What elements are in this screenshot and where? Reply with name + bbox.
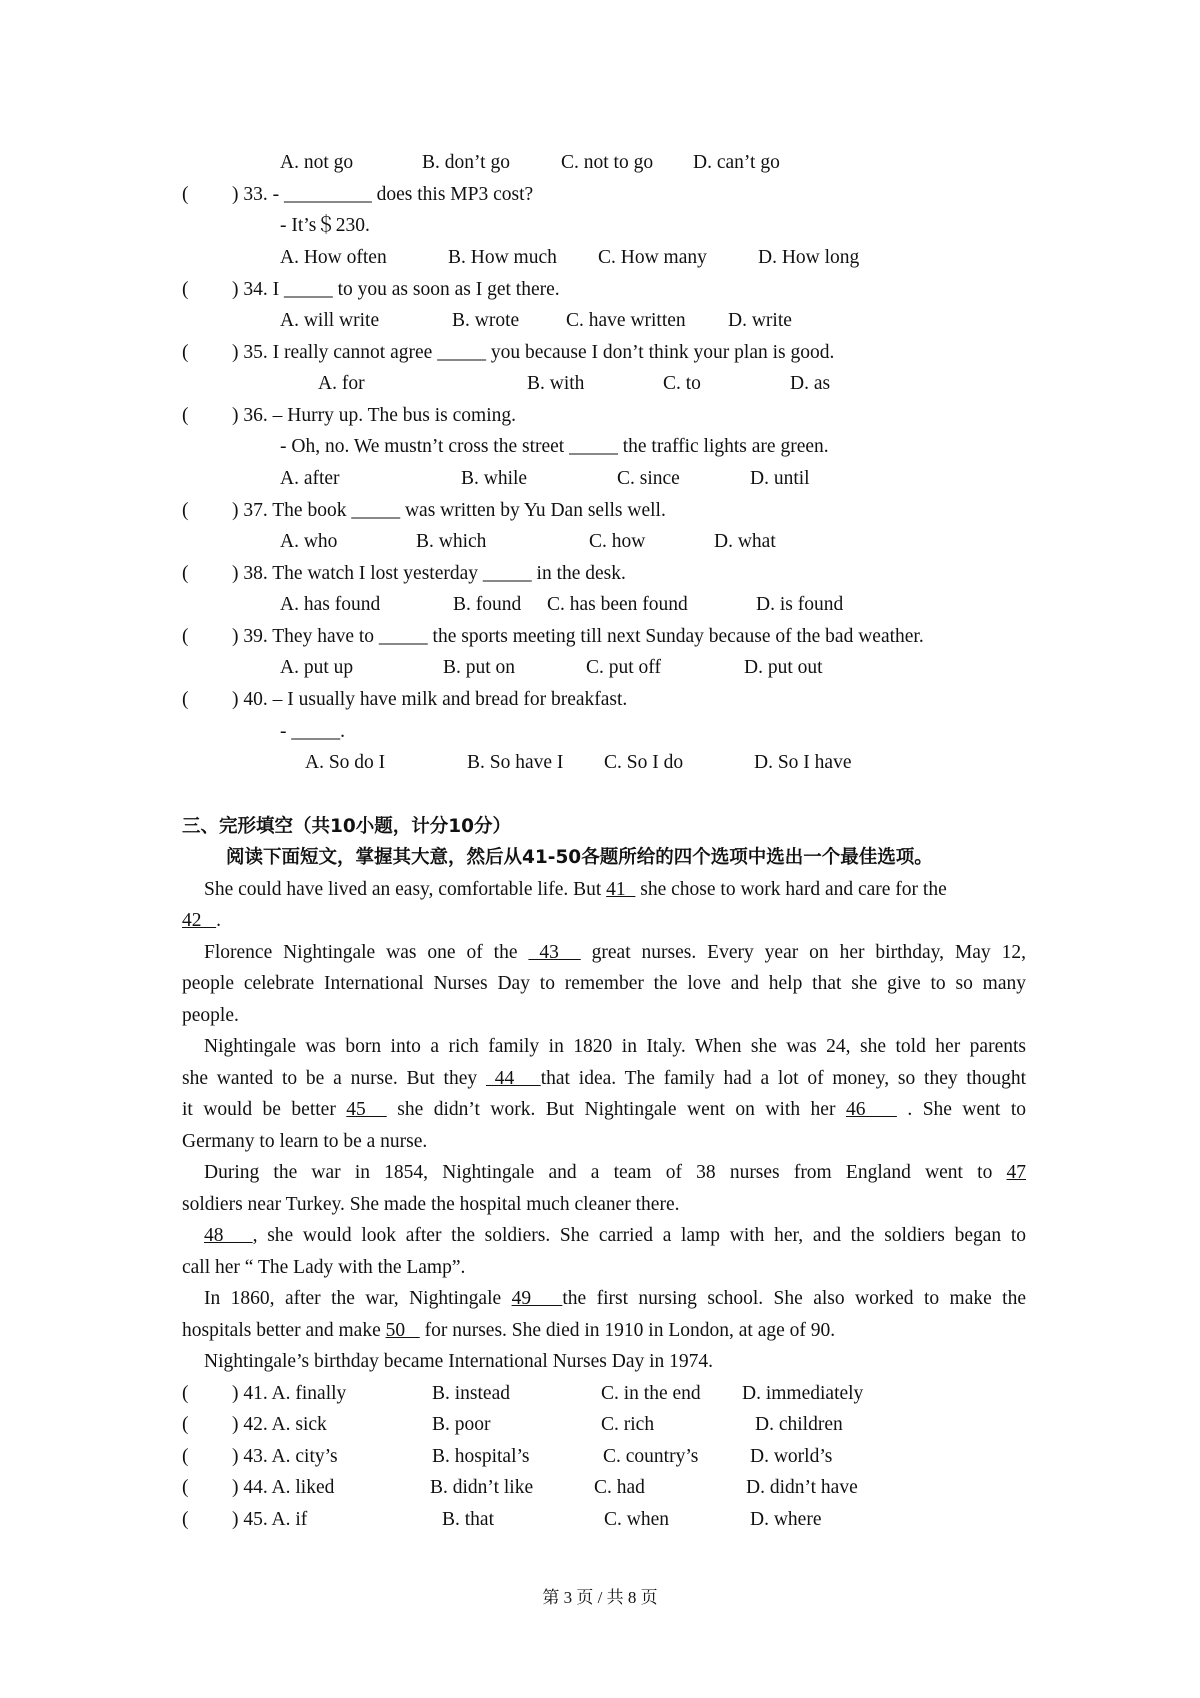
option-c: C. had [594,1477,645,1498]
passage-line: 48 , she would look after the soldiers. She carried a lamp with her, and the soldiers began to [204,1225,1027,1246]
blank-50: 50 [385,1320,420,1341]
question-stem: ) 37. The book _____ was written by Yu Dan sells well. [232,500,666,521]
option-c: C. put off [586,657,661,678]
passage-line: hospitals better and make 50 for nurses. She died in 1910 in London, at age of 90. [182,1320,836,1341]
option-b: B. put on [443,657,516,678]
blank-48: 48 [204,1225,253,1246]
option-d: D. didn’t have [746,1477,858,1498]
option-a: A. for [318,373,365,394]
passage-line: In 1860, after the war, Nightingale 49 the first nursing school. She also worked to make the [204,1288,1027,1309]
blank-49: 49 [511,1288,563,1309]
option-b: B. hospital’s [432,1446,530,1467]
question-stem: ) 40. – I usually have milk and bread for breakfast. [232,689,628,710]
question-stem: ) 45. A. if [232,1509,308,1530]
option-b: B. So have I [467,752,564,773]
blank-41: 41 [606,879,636,900]
option-d: D. immediately [742,1383,864,1404]
answer-paren: ( [182,1509,189,1530]
option-a: A. who [280,531,338,552]
answer-paren: ( [182,626,189,647]
option-d: D. where [750,1509,822,1530]
answer-paren: ( [182,405,189,426]
blank-42: 42 [182,910,217,931]
option-a: A. So do I [305,752,386,773]
option-b: B. while [461,468,528,489]
blank-47: 47 [1006,1162,1026,1183]
answer-paren: ( [182,279,189,300]
option-b: B. found [453,594,522,615]
page-number: 第 3 页 / 共 8 页 [542,1588,658,1607]
option-a: A. will write [280,310,380,331]
answer-paren: ( [182,1477,189,1498]
option-d: D. How long [758,247,860,268]
passage-line: She could have lived an easy, comfortable life. But 41 she chose to work hard and care for the [204,879,947,900]
option-d: D. children [755,1414,843,1435]
question-stem: ) 34. I _____ to you as soon as I get there. [232,279,560,300]
option-b: B. poor [432,1414,491,1435]
q32-option-a: A. not go [280,152,354,173]
q32-option-d: D. can’t go [693,152,780,173]
option-b: B. How much [448,247,557,268]
section-instructions: 阅读下面短文，掌握其大意，然后从41-50各题所给的四个选项中选出一个最佳选项。 [226,847,933,868]
option-c: C. How many [598,247,707,268]
option-a: A. How often [280,247,387,268]
option-c: C. country’s [603,1446,699,1467]
answer-paren: ( [182,342,189,363]
passage-line: people celebrate International Nurses Day to remember the love and help that she give to so many [182,973,1026,994]
passage-line: Florence Nightingale was one of the 43 great nurses. Every year on her birthday, May 12, [204,942,1026,963]
answer-paren: ( [182,563,189,584]
question-stem: ) 35. I really cannot agree _____ you because I don’t think your plan is good. [232,342,835,363]
option-a: A. put up [280,657,354,678]
blank-45: 45 [346,1099,387,1120]
passage-line: 42 . [182,910,221,931]
passage-line: Nightingale’s birthday became International Nurses Day in 1974. [204,1351,714,1372]
option-c: C. since [617,468,680,489]
option-b: B. instead [432,1383,510,1404]
option-b: B. with [527,373,585,394]
passage-line: Nightingale was born into a rich family in 1820 in Italy. When she was 24, she told her parents [204,1036,1026,1057]
option-c: C. have written [566,310,686,331]
passage-line: call her “ The Lady with the Lamp”. [182,1257,466,1278]
option-c: C. when [604,1509,669,1530]
section-heading: 三、完形填空（共10小题，计分10分） [182,816,512,837]
blank-43: 43 [528,942,581,963]
question-stem: ) 38. The watch I lost yesterday _____ in the desk. [232,563,626,584]
option-d: D. put out [744,657,823,678]
answer-paren: ( [182,184,189,205]
option-d: D. what [714,531,776,552]
option-c: C. rich [601,1414,655,1435]
option-b: B. wrote [452,310,520,331]
question-stem: ) 44. A. liked [232,1477,335,1498]
question-stem: ) 41. A. finally [232,1383,347,1404]
option-d: D. until [750,468,810,489]
question-line-2: - _____. [280,721,345,742]
option-d: D. So I have [754,752,852,773]
option-b: B. which [416,531,487,552]
passage-line: she wanted to be a nurse. But they 44 that idea. The family had a lot of money, so they thought [182,1068,1027,1089]
answer-paren: ( [182,500,189,521]
option-d: D. world’s [750,1446,833,1467]
q32-option-c: C. not to go [561,152,654,173]
question-stem: ) 43. A. city’s [232,1446,338,1467]
answer-paren: ( [182,1414,189,1435]
option-c: C. in the end [601,1383,701,1404]
option-c: C. to [663,373,701,394]
question-stem: ) 33. - _________ does this MP3 cost? [232,184,534,205]
option-c: C. has been found [547,594,688,615]
blank-46: 46 [845,1099,897,1120]
question-line-2: - Oh, no. We mustn’t cross the street _____ the traffic lights are green. [280,436,829,457]
question-stem: ) 36. – Hurry up. The bus is coming. [232,405,516,426]
blank-44: 44 [485,1068,541,1089]
option-c: C. So I do [604,752,684,773]
option-a: A. has found [280,594,381,615]
passage-line: Germany to learn to be a nurse. [182,1131,428,1152]
passage-line: people. [182,1005,239,1026]
option-c: C. how [589,531,646,552]
option-d: D. write [728,310,792,331]
option-d: D. is found [756,594,844,615]
passage-line: soldiers near Turkey. She made the hospital much cleaner there. [182,1194,680,1215]
option-b: B. didn’t like [430,1477,534,1498]
passage-line: it would be better 45 she didn’t work. But Nightingale went on with her 46 . She went to [182,1099,1026,1120]
answer-paren: ( [182,1383,189,1404]
answer-paren: ( [182,689,189,710]
q32-option-b: B. don’t go [422,152,510,173]
option-a: A. after [280,468,340,489]
question-stem: ) 39. They have to _____ the sports meeting till next Sunday because of the bad weather. [232,626,924,647]
question-stem: ) 42. A. sick [232,1414,327,1435]
option-b: B. that [442,1509,494,1530]
option-d: D. as [790,373,831,394]
question-line-2: - It’s＄230. [280,215,370,236]
answer-paren: ( [182,1446,189,1467]
passage-line: During the war in 1854, Nightingale and a team of 38 nurses from England went to 47 [204,1162,1026,1183]
